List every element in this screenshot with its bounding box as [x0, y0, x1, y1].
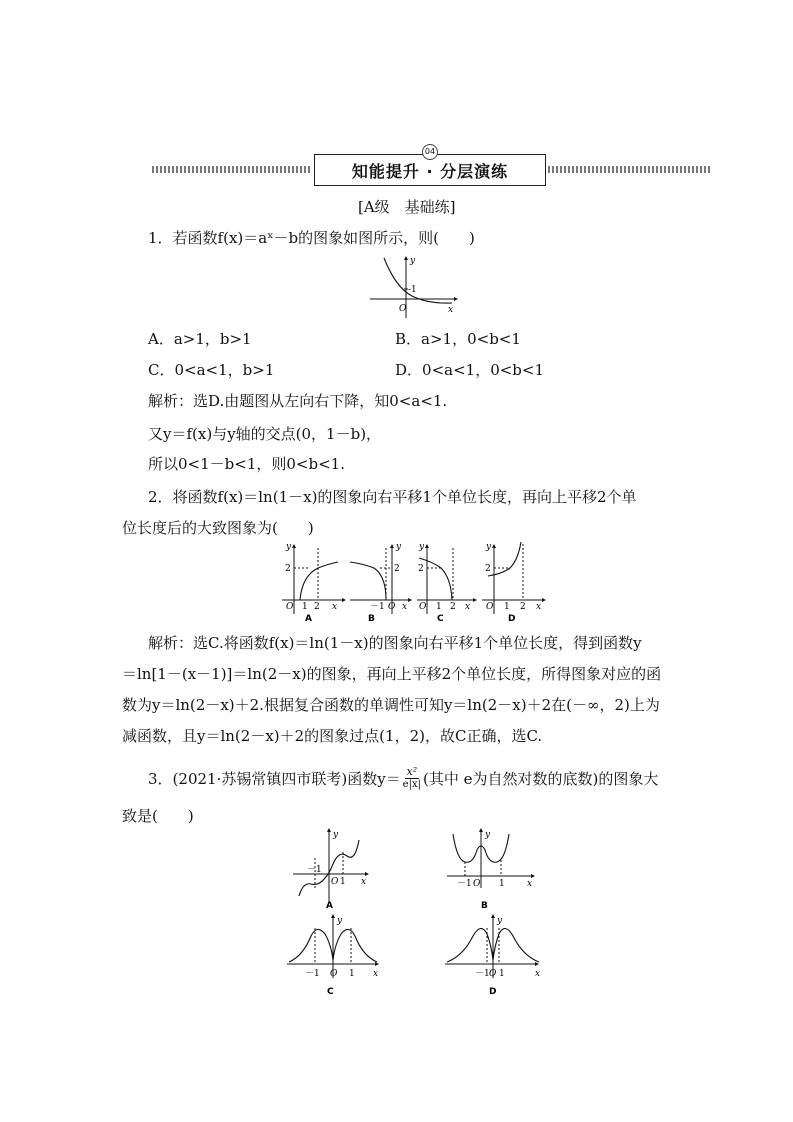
svg-text:O: O — [473, 879, 481, 889]
level-heading: [A级 基础练] — [358, 198, 456, 216]
q1-option-d: D．0<a<1，0<b<1 — [395, 361, 545, 379]
svg-text:O: O — [388, 602, 396, 612]
svg-text:1: 1 — [340, 877, 346, 887]
q1-solution-1: 解析：选D.由题图从左向右下降，知0<a<1. — [148, 392, 448, 410]
q1-graph — [368, 254, 460, 320]
q2-graphs — [280, 540, 550, 622]
q2-solution-2: ＝ln[1－(x－1)]＝ln(2－x)的图象，再向上平移2个单位长度，所得图象对应的函 — [122, 665, 662, 683]
q2-stem-1: 2．将函数f(x)＝ln(1－x)的图象向右平移1个单位长度，再向上平移2个单 — [148, 488, 637, 506]
q3-fraction — [403, 766, 421, 791]
q2-label-d: D — [508, 614, 516, 622]
svg-text:O: O — [489, 969, 497, 979]
q2-label-c: C — [437, 614, 444, 622]
svg-text:1: 1 — [499, 969, 505, 979]
q1-tick: -1 — [408, 285, 417, 295]
svg-text:1: 1 — [302, 602, 308, 612]
svg-text:O: O — [419, 602, 427, 612]
svg-text:2: 2 — [394, 564, 400, 574]
q1-x-label: x — [448, 305, 454, 315]
q2-stem-2: 位长度后的大致图象为( ) — [122, 519, 314, 537]
q1-curve — [384, 258, 452, 303]
svg-text:1: 1 — [499, 879, 505, 889]
banner-stripe-right — [548, 166, 712, 173]
svg-text:O: O — [286, 602, 294, 612]
svg-text:2: 2 — [450, 602, 456, 612]
q2-solution-4: 减函数，且y＝ln(2－x)＋2的图象过点(1，2)，故C正确，选C. — [122, 727, 543, 745]
svg-text:x: x — [402, 602, 408, 612]
q3-stem — [148, 766, 658, 791]
svg-text:y: y — [337, 916, 343, 926]
banner-stripe-left — [152, 166, 312, 173]
q1-option-b: B．a>1，0<b<1 — [395, 330, 521, 348]
banner-title: 知能提升 · 分层演练 — [314, 154, 546, 186]
q1-y-label: y — [410, 256, 416, 266]
svg-text:y: y — [419, 542, 425, 552]
q3-label-b: B — [481, 901, 488, 911]
q2-graph-a — [282, 542, 346, 622]
svg-text:x: x — [465, 602, 471, 612]
banner-badge: 04 — [422, 144, 438, 160]
q1-solution-3: 所以0<1－b<1，则0<b<1. — [148, 455, 345, 473]
q3-label-d: D — [489, 987, 497, 996]
q1-option-a: A．a>1，b>1 — [148, 330, 252, 348]
svg-text:1: 1 — [349, 969, 355, 979]
q3-graphs — [285, 828, 545, 996]
q2-solution-1: 解析：选C.将函数f(x)＝ln(1－x)的图象向右平移1个单位长度，得到函数y — [148, 634, 642, 652]
svg-text:O: O — [331, 877, 339, 887]
svg-text:－1: －1 — [475, 969, 490, 979]
q2-graph-d — [482, 542, 546, 622]
svg-text:x: x — [527, 879, 533, 889]
svg-text:x: x — [373, 969, 379, 979]
q1-origin: O — [399, 304, 407, 314]
q1-stem: 1．若函数f(x)＝aˣ－b的图象如图所示，则( ) — [148, 229, 475, 247]
svg-text:2: 2 — [418, 564, 424, 574]
svg-text:y: y — [486, 542, 492, 552]
svg-text:y: y — [485, 830, 491, 840]
svg-text:x: x — [361, 877, 367, 887]
q3-label-a: A — [326, 901, 333, 911]
svg-text:y: y — [286, 542, 292, 552]
q1-option-c: C．0<a<1，b>1 — [148, 361, 275, 379]
section-banner — [152, 147, 712, 190]
svg-text:O: O — [330, 969, 338, 979]
q1-solution-2: 又y＝f(x)与y轴的交点(0，1－b)， — [148, 425, 382, 443]
q3-stem-post: (其中 e为自然对数的底数)的图象大 — [422, 769, 659, 788]
q2-graph-b — [350, 542, 412, 622]
svg-text:y: y — [396, 542, 402, 552]
q3-stem-pre: 3．(2021·苏锡常镇四市联考)函数y＝ — [148, 769, 401, 788]
q2-solution-3: 数为y＝ln(2－x)＋2.根据复合函数的单调性可知y＝ln(2－x)＋2在(－∞，2)上为 — [122, 696, 660, 714]
svg-text:2: 2 — [485, 564, 491, 574]
q3-graph-b — [447, 828, 535, 911]
svg-text:O: O — [486, 602, 494, 612]
svg-text:1: 1 — [436, 602, 442, 612]
svg-text:－1: －1 — [370, 602, 385, 612]
q3-frac-den: e|x| — [402, 779, 421, 790]
q3-stem-2: 致是( ) — [122, 807, 194, 825]
svg-text:2: 2 — [285, 564, 291, 574]
svg-text:－1: －1 — [305, 969, 320, 979]
q2-label-b: B — [368, 614, 375, 622]
q3-graph-c — [287, 914, 379, 996]
svg-text:x: x — [332, 602, 338, 612]
q3-label-c: C — [327, 987, 334, 996]
svg-text:y: y — [497, 916, 503, 926]
svg-text:2: 2 — [314, 602, 320, 612]
svg-text:－1: －1 — [307, 865, 322, 875]
svg-text:y: y — [333, 830, 339, 840]
q2-graph-c — [417, 542, 477, 622]
svg-text:1: 1 — [504, 602, 510, 612]
q3-frac-num: x² — [406, 765, 418, 778]
q3-graph-a — [293, 828, 369, 911]
q2-label-a: A — [305, 614, 312, 622]
svg-text:x: x — [535, 969, 541, 979]
svg-text:x: x — [536, 602, 542, 612]
svg-text:－1: －1 — [457, 879, 472, 889]
svg-text:2: 2 — [520, 602, 526, 612]
q3-graph-d — [445, 914, 540, 996]
